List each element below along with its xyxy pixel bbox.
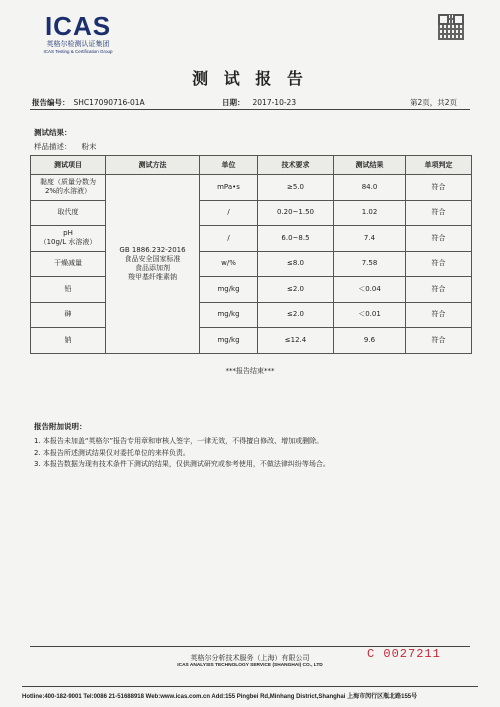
verdict-cell: 符合 bbox=[406, 200, 472, 226]
unit-cell: mPa•s bbox=[200, 175, 258, 201]
footer-company-cn: 英格尔分析技术服务（上海）有限公司 bbox=[190, 654, 310, 662]
sample-value: 粉末 bbox=[81, 142, 97, 151]
report-number-label: 报告编号： bbox=[32, 98, 70, 107]
page-indicator: 第2页，共2页 bbox=[410, 98, 458, 107]
item-text: pH bbox=[63, 229, 73, 238]
method-line: 羧甲基纤维素钠 bbox=[128, 272, 177, 281]
table-row bbox=[31, 226, 472, 252]
table-row bbox=[31, 302, 472, 328]
logo-mark: ICAS bbox=[44, 11, 112, 41]
result-cell: 7.58 bbox=[334, 251, 406, 277]
table-row bbox=[31, 175, 472, 201]
result-cell: 1.02 bbox=[334, 200, 406, 226]
header-requirement: 技术要求 bbox=[258, 156, 334, 175]
report-end-note: ***报告结束*** bbox=[225, 367, 275, 375]
requirement-cell: ≤12.4 bbox=[258, 328, 334, 354]
table-row bbox=[31, 277, 472, 303]
report-date-label: 日期： bbox=[222, 98, 245, 107]
page-title: 测 试 报 告 bbox=[192, 69, 308, 88]
unit-cell: mg/kg bbox=[200, 328, 258, 354]
header-divider bbox=[30, 109, 470, 110]
result-cell: 84.0 bbox=[334, 175, 406, 201]
verdict-cell: 符合 bbox=[406, 277, 472, 303]
result-cell: 9.6 bbox=[334, 328, 406, 354]
item-cell bbox=[31, 175, 106, 201]
results-label: 测试结果： bbox=[34, 128, 72, 137]
method-cell bbox=[106, 175, 200, 354]
report-number bbox=[32, 97, 145, 108]
sample-description bbox=[34, 141, 97, 152]
method-line: 食品添加剂 bbox=[135, 263, 170, 272]
method-line: GB 1886.232-2016 bbox=[119, 245, 186, 254]
verdict-cell: 符合 bbox=[406, 251, 472, 277]
method-line: 食品安全国家标准 bbox=[124, 254, 181, 263]
item-text: 黏度（质量分数为 bbox=[40, 178, 96, 187]
table-row bbox=[31, 328, 472, 354]
sample-label: 样品描述： bbox=[34, 142, 72, 151]
note-item: 2. 本报告所述测试结果仅对委托单位的来样负责。 bbox=[34, 448, 190, 457]
result-cell: ＜0.04 bbox=[334, 277, 406, 303]
requirement-cell: ≥5.0 bbox=[258, 175, 334, 201]
note-item: 1. 本报告未加盖“英格尔”报告专用章和审核人签字，一律无效，不得擅自修改、增加或删除。 bbox=[34, 437, 324, 445]
note-item: 3. 本报告数据为现有技术条件下测试的结果，仅供测试研究或参考使用，不做法律纠纷等场合。 bbox=[34, 460, 330, 468]
unit-cell: w/% bbox=[200, 251, 258, 277]
header-unit: 单位 bbox=[200, 156, 258, 175]
requirement-cell: ≤8.0 bbox=[258, 251, 334, 277]
item-cell: 铅 bbox=[31, 277, 106, 303]
item-cell: 钠 bbox=[31, 328, 106, 354]
footer-bottom-divider bbox=[22, 686, 478, 687]
serial-number: C 0027211 bbox=[367, 647, 441, 661]
unit-cell: / bbox=[200, 200, 258, 226]
footer-contact: Hotline:400-182-9001 Tel:0086 21-51688918 Web:www.icas.com.cn Add:155 Pingbei Rd,Minhang District,Shanghai 上海市闵行区瓶北路155号 bbox=[22, 694, 418, 700]
table-row bbox=[31, 200, 472, 226]
verdict-cell: 符合 bbox=[406, 328, 472, 354]
item-text: 2%的水溶液） bbox=[44, 187, 92, 196]
notes-title: 报告附加说明： bbox=[34, 422, 87, 431]
table-header-row bbox=[31, 156, 472, 175]
company-logo bbox=[28, 12, 128, 55]
report-number-value: SHC17090716-01A bbox=[73, 98, 145, 107]
item-cell: 干燥减量 bbox=[31, 251, 106, 277]
requirement-cell: ≤2.0 bbox=[258, 302, 334, 328]
result-cell: 7.4 bbox=[334, 226, 406, 252]
verdict-cell: 符合 bbox=[406, 302, 472, 328]
item-cell bbox=[31, 226, 106, 252]
unit-cell: mg/kg bbox=[200, 302, 258, 328]
requirement-cell: 0.20~1.50 bbox=[258, 200, 334, 226]
header-item: 测试项目 bbox=[31, 156, 106, 175]
item-cell: 砷 bbox=[31, 302, 106, 328]
unit-cell: / bbox=[200, 226, 258, 252]
unit-cell: mg/kg bbox=[200, 277, 258, 303]
header-verdict: 单项判定 bbox=[406, 156, 472, 175]
requirement-cell: ≤2.0 bbox=[258, 277, 334, 303]
logo-cn-text: 英格尔检测认证集团 bbox=[46, 40, 110, 48]
verdict-cell: 符合 bbox=[406, 226, 472, 252]
results-table bbox=[30, 155, 472, 354]
item-text: （10g/L 水溶液） bbox=[39, 238, 97, 247]
result-cell: ＜0.01 bbox=[334, 302, 406, 328]
header-result: 测试结果 bbox=[334, 156, 406, 175]
table-row bbox=[31, 251, 472, 277]
footer-company-en: ICAS ANALYSIS TECHNOLOGY SERVICE (SHANGHAI) CO., LTD bbox=[177, 663, 323, 668]
logo-en-text: ICAS Testing & Certification Group bbox=[43, 49, 113, 54]
report-date-value: 2017-10-23 bbox=[252, 98, 297, 107]
notes-list bbox=[34, 436, 330, 471]
header-method: 测试方法 bbox=[106, 156, 200, 175]
qr-code-icon bbox=[438, 14, 464, 40]
report-date bbox=[222, 97, 296, 108]
requirement-cell: 6.0~8.5 bbox=[258, 226, 334, 252]
verdict-cell: 符合 bbox=[406, 175, 472, 201]
item-cell: 取代度 bbox=[31, 200, 106, 226]
